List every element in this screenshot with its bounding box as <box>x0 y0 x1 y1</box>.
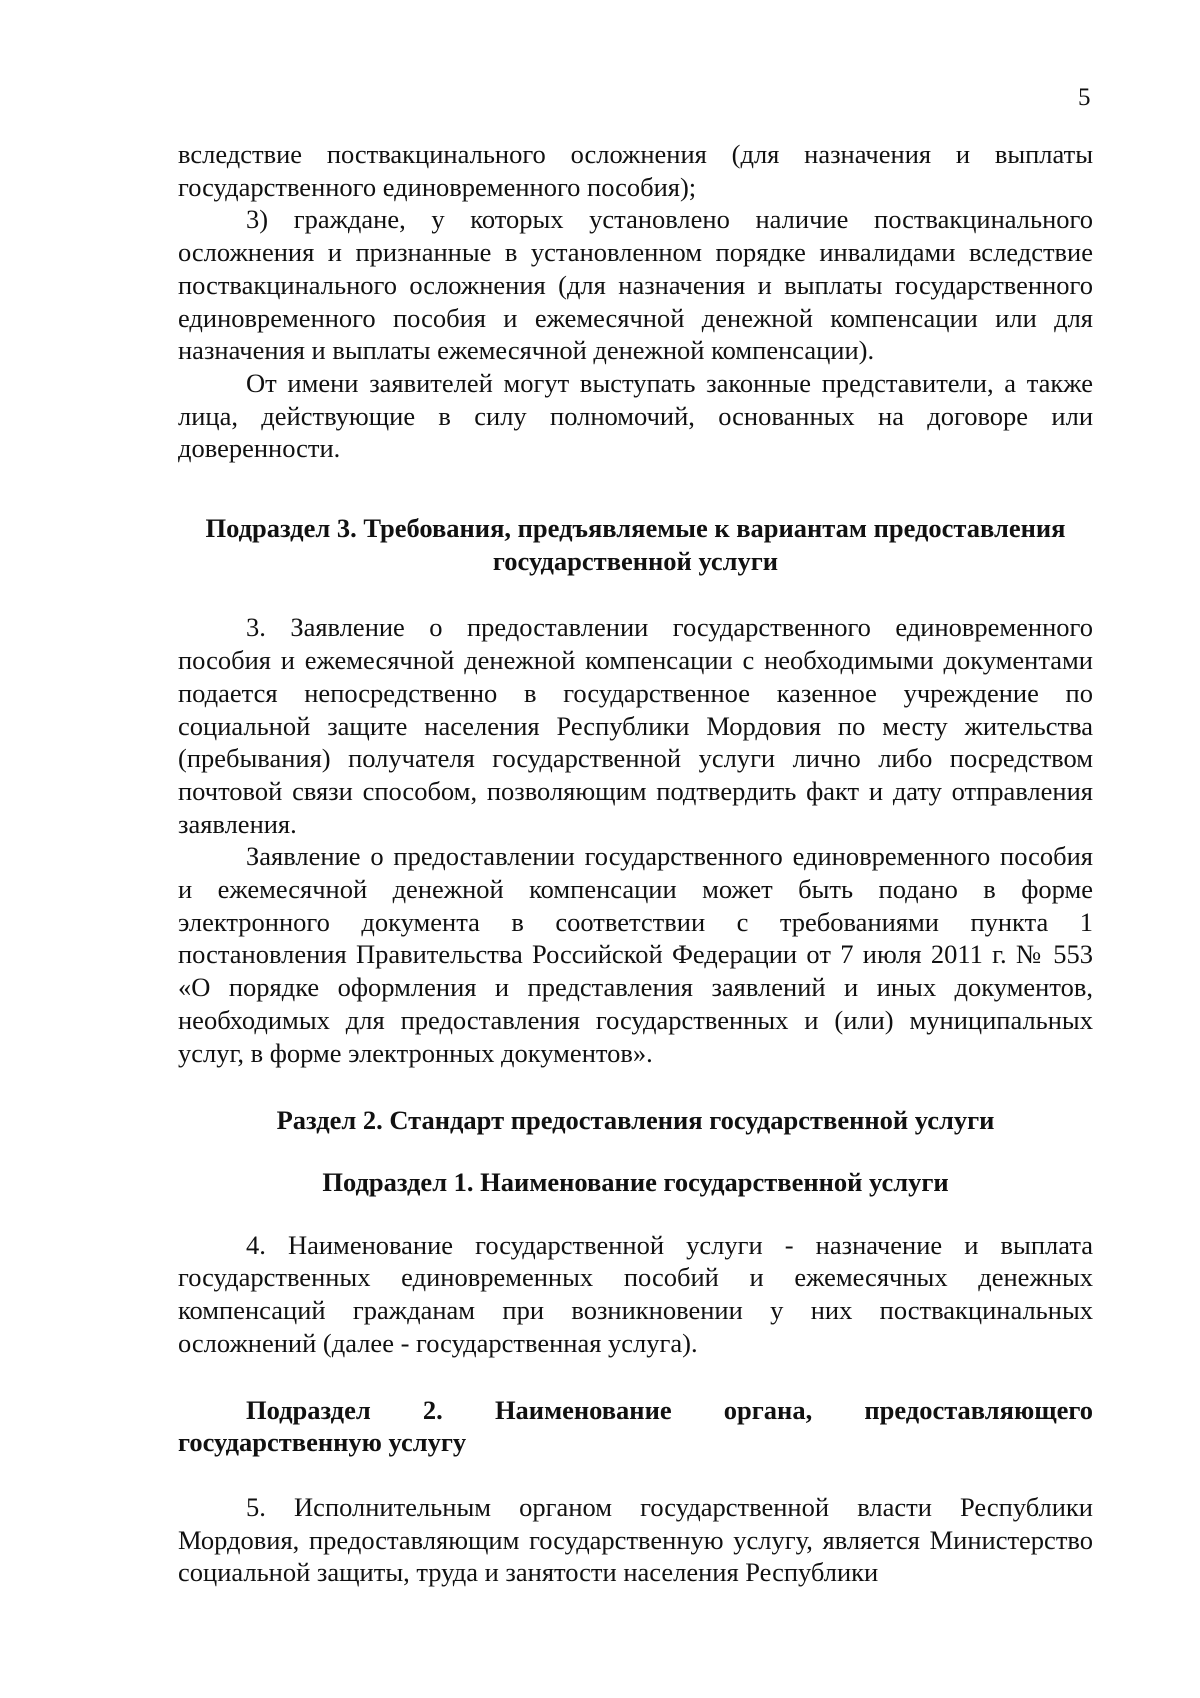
page-number: 5 <box>1078 84 1091 111</box>
paragraph-item-3: 3) граждане, у которых установлено наличие поствакцинального осложнения и признанные в установленном порядке инвалидами вследствие поствакцинального осложнения (для назначения и выплаты государственного единовременного пособия и ежемесячной денежной компенсации или для назначения и выплаты ежемесячной денежной компенсации). <box>178 204 1093 366</box>
heading-subsection-1: Подраздел 1. Наименование государственной услуги <box>322 1166 949 1197</box>
paragraph-continuation: вследствие поствакцинального осложнения (для назначения и выплаты государственного единовременного пособия); <box>178 139 1093 202</box>
paragraph-electronic-application: Заявление о предоставлении государственного единовременного пособия и ежемесячной денежной компенсации может быть подано в форме электронного документа в соответствии с требованиями пункта 1 постановления Правительства Российской Федерации от 7 июля 2011 г. № 553 «О порядке оформления и представления заявлений и иных документов, необходимых для предоставления государственных и (или) муниципальных услуг, в форме электронных документов». <box>178 841 1093 1068</box>
paragraph-item-5: 5. Исполнительным органом государственной власти Республики Мордовия, предоставляющим государственную услугу, является Министерство социальной защиты, труда и занятости населения Республики <box>178 1491 1093 1588</box>
paragraph-item-4: 4. Наименование государственной услуги - назначение и выплата государственных единовременных пособий и ежемесячных денежных компенсаций гражданам при возникновении у них поствакцинальных осложнений (далее - государственная услуга). <box>178 1229 1093 1358</box>
heading-subsection-2: Подраздел 2. Наименование органа, предоставляющего государственную услугу <box>178 1394 1093 1458</box>
heading-subsection-3-line2: государственной услуги <box>492 545 779 576</box>
heading-section-2: Раздел 2. Стандарт предоставления государственной услуги <box>276 1105 995 1136</box>
paragraph-item-3-application: 3. Заявление о предоставлении государственного единовременного пособия и ежемесячной денежной компенсации с необходимыми документами подается непосредственно в государственное казенное учреждение по социальной защите населения Республики Мордовия по месту жительства (пребывания) получателя государственной услуги лично либо посредством почтовой связи способом, позволяющим подтвердить факт и дату отправления заявления. <box>178 612 1093 839</box>
document-body <box>178 138 1093 1589</box>
paragraph-representatives: От имени заявителей могут выступать законные представители, а также лица, действующие в силу полномочий, основанных на договоре или доверенности. <box>178 367 1093 464</box>
heading-subsection-3-line1: Подраздел 3. Требования, предъявляемые к вариантам предоставления <box>205 513 1066 544</box>
heading-subsection-3 <box>178 512 1093 577</box>
